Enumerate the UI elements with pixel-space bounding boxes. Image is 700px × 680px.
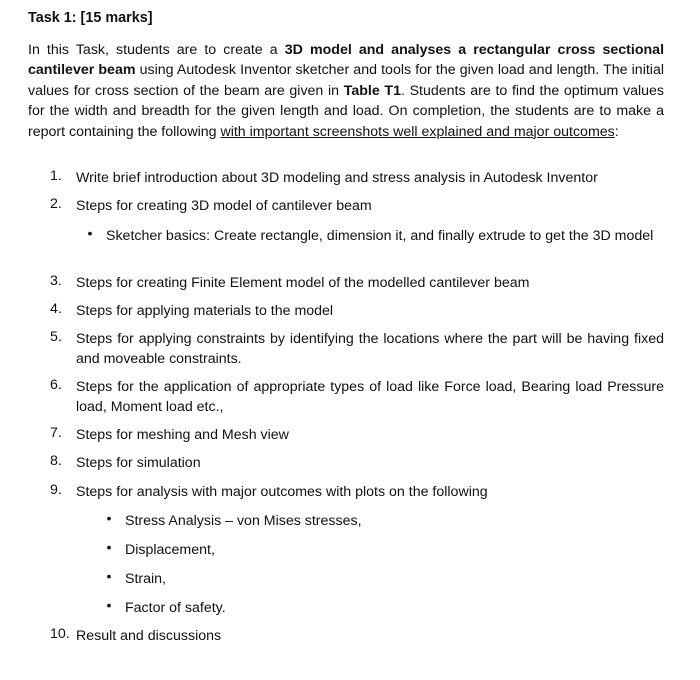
list-item-5-number: 5.: [50, 329, 62, 345]
list-item-6-text: Steps for the application of appropriate types of load like Force load, Bearing load Pressure load, Moment load etc.,: [76, 379, 664, 416]
list-item-7-number: 7.: [50, 425, 62, 441]
intro-text-2: using Autodesk Inventor sketcher and tools for the given load and length. The initial values for cross section of the beam are given in: [28, 62, 664, 99]
sub-item-9-4-text: Factor of safety.: [125, 600, 226, 616]
list-item-9-text: Steps for analysis with major outcomes with plots on the following: [76, 484, 488, 500]
list-item-1-number: 1.: [50, 168, 62, 184]
list-item-6-number: 6.: [50, 377, 62, 393]
sub-item-9-1-text: Stress Analysis – von Mises stresses,: [125, 513, 362, 529]
list-item-4-text: Steps for applying materials to the model: [76, 303, 334, 319]
list-item-5-text: Steps for applying constraints by identifying the locations where the part will be having fixed and moveable constraints.: [76, 331, 664, 368]
list-item-8-text: Steps for simulation: [76, 455, 201, 471]
sub-bullet-2-1: •: [87, 226, 93, 242]
list-item-4-number: 4.: [50, 301, 62, 317]
sub-bullet-9-3: •: [106, 569, 112, 585]
list-item-9-number: 9.: [50, 482, 62, 498]
sub-bullet-9-1: •: [106, 511, 112, 527]
task-title: Task 1: [15 marks]: [28, 10, 153, 26]
intro-underline: with important screenshots well explained and major outcomes: [220, 123, 615, 140]
sub-item-2-1-text: Sketcher basics: Create rectangle, dimension it, and finally extrude to get the 3D model: [106, 228, 654, 244]
list-item-7-text: Steps for meshing and Mesh view: [76, 427, 289, 443]
list-item-10-text: Result and discussions: [76, 628, 222, 644]
list-item-3-number: 3.: [50, 273, 62, 289]
intro-text-3: . Students are to find the optimum values for the width and breadth for the given length and load. On completion, the students are to make a report containing the following: [28, 82, 665, 140]
list-item-2-number: 2.: [50, 196, 62, 212]
intro-paragraph: [28, 40, 664, 142]
intro-text-4: :: [614, 123, 619, 140]
list-item-2-text: Steps for creating 3D model of cantilever beam: [76, 198, 372, 214]
intro-bold-1: 3D model and analyses a rectangular cross sectional cantilever beam: [28, 42, 665, 79]
list-item-10-number: 10.: [50, 626, 70, 642]
sub-bullet-9-4: •: [106, 598, 112, 614]
sub-item-9-3-text: Strain,: [125, 571, 167, 587]
sub-bullet-9-2: •: [106, 540, 112, 556]
sub-item-9-2-text: Displacement,: [125, 542, 215, 558]
list-item-3-text: Steps for creating Finite Element model of the modelled cantilever beam: [76, 275, 530, 291]
list-item-1-text: Write brief introduction about 3D modeling and stress analysis in Autodesk Inventor: [76, 170, 598, 186]
intro-text-1: In this Task, students are to create a: [28, 42, 285, 58]
list-item-8-number: 8.: [50, 453, 62, 469]
intro-bold-2: Table T1: [343, 82, 401, 99]
